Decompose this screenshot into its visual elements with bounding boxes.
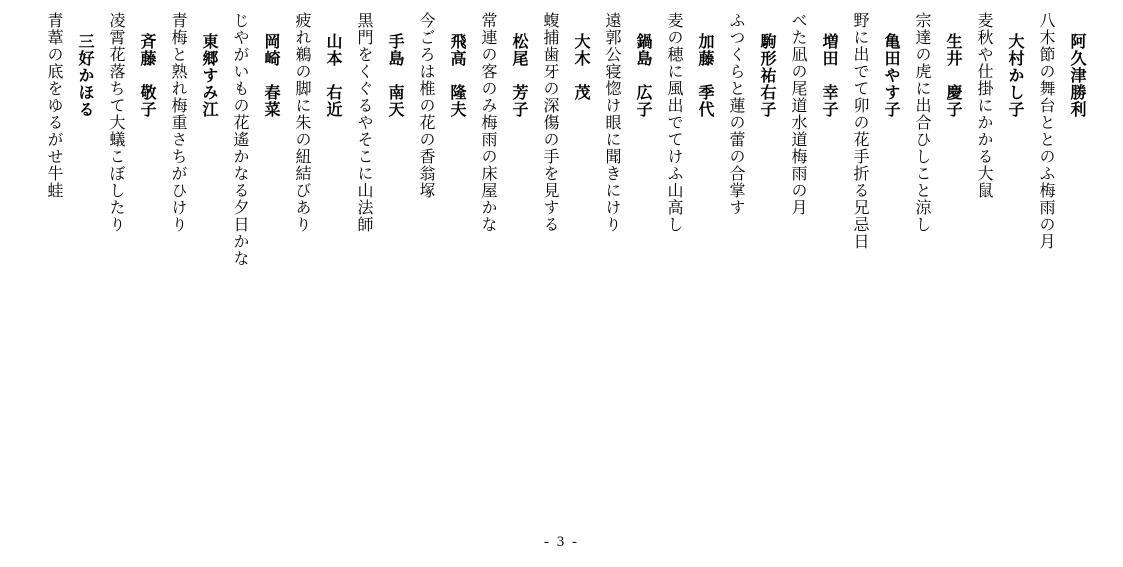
- haiku-entry: [349, 12, 411, 482]
- haiku-text: 遠郭公寝惚け眼に聞きにけり: [603, 12, 622, 233]
- haiku-entry: [535, 12, 597, 482]
- haiku-entry: [907, 12, 969, 482]
- haiku-entry: [969, 12, 1031, 482]
- poet-name: 加藤 季代: [696, 33, 715, 118]
- haiku-text: 麦秋や仕掛にかかる大鼠: [975, 12, 994, 199]
- haiku-entry: [1031, 12, 1093, 482]
- haiku-text: 凌霄花落ちて大蟻こぼしたり: [107, 12, 126, 233]
- poet-name: 亀田やす子: [882, 33, 901, 118]
- poet-name: 三好かほる: [76, 33, 95, 118]
- poet-name: 生井 慶子: [944, 33, 963, 118]
- haiku-entry: [783, 12, 845, 482]
- haiku-entry: [721, 12, 783, 482]
- haiku-text: 黒門をくぐるやそこに山法師: [355, 12, 374, 233]
- haiku-entry: [411, 12, 473, 482]
- poet-name: 東郷すみ江: [200, 33, 219, 118]
- poet-name: 斉藤 敬子: [138, 33, 157, 118]
- haiku-entry: [845, 12, 907, 482]
- haiku-text: 青葦の底をゆるがせ牛蛙: [45, 12, 64, 199]
- poet-name: 大村かし子: [1006, 33, 1025, 118]
- haiku-text: 今ごろは椎の花の香翁塚: [417, 12, 436, 199]
- haiku-entry: [101, 12, 163, 482]
- poet-name: 松尾 芳子: [510, 33, 529, 118]
- haiku-text: ふつくらと蓮の蕾の合掌す: [727, 12, 746, 216]
- haiku-text: べた凪の尾道水道梅雨の月: [789, 12, 808, 216]
- poet-name: 岡崎 春菜: [262, 33, 281, 118]
- poet-name: 増田 幸子: [820, 33, 839, 118]
- haiku-text: 宗達の虎に出合ひしこと涼し: [913, 12, 932, 233]
- haiku-text: 野に出でて卯の花手折る兄忌日: [851, 12, 870, 250]
- haiku-entry: [225, 12, 287, 482]
- haiku-columns: [39, 12, 1093, 482]
- haiku-entry: [473, 12, 535, 482]
- poet-name: 鍋島 広子: [634, 33, 653, 118]
- poet-name: 阿久津勝利: [1068, 33, 1087, 118]
- poet-name: 大木 茂: [572, 33, 591, 101]
- poet-name: 手島 南天: [386, 33, 405, 118]
- haiku-entry: [597, 12, 659, 482]
- poet-name: 駒形祐右子: [758, 33, 777, 118]
- page-number: - 3 -: [544, 534, 579, 550]
- haiku-text: 八木節の舞台ととのふ梅雨の月: [1037, 12, 1056, 250]
- haiku-text: 青梅と熟れ梅重さちがひけり: [169, 12, 188, 233]
- haiku-entry: [39, 12, 101, 482]
- poet-name: 山本 右近: [324, 33, 343, 118]
- haiku-text: じやがいもの花遙かなる夕日かな: [231, 12, 250, 267]
- haiku-entry: [287, 12, 349, 482]
- haiku-text: 麦の穂に風出でてけふ山高し: [665, 12, 684, 233]
- haiku-entry: [659, 12, 721, 482]
- poet-name: 飛高 隆夫: [448, 33, 467, 118]
- haiku-text: 疲れ鵜の脚に朱の紐結びあり: [293, 12, 312, 233]
- haiku-text: 常連の客のみ梅雨の床屋かな: [479, 12, 498, 233]
- haiku-entry: [163, 12, 225, 482]
- haiku-text: 蝮捕歯牙の深傷の手を見する: [541, 12, 560, 233]
